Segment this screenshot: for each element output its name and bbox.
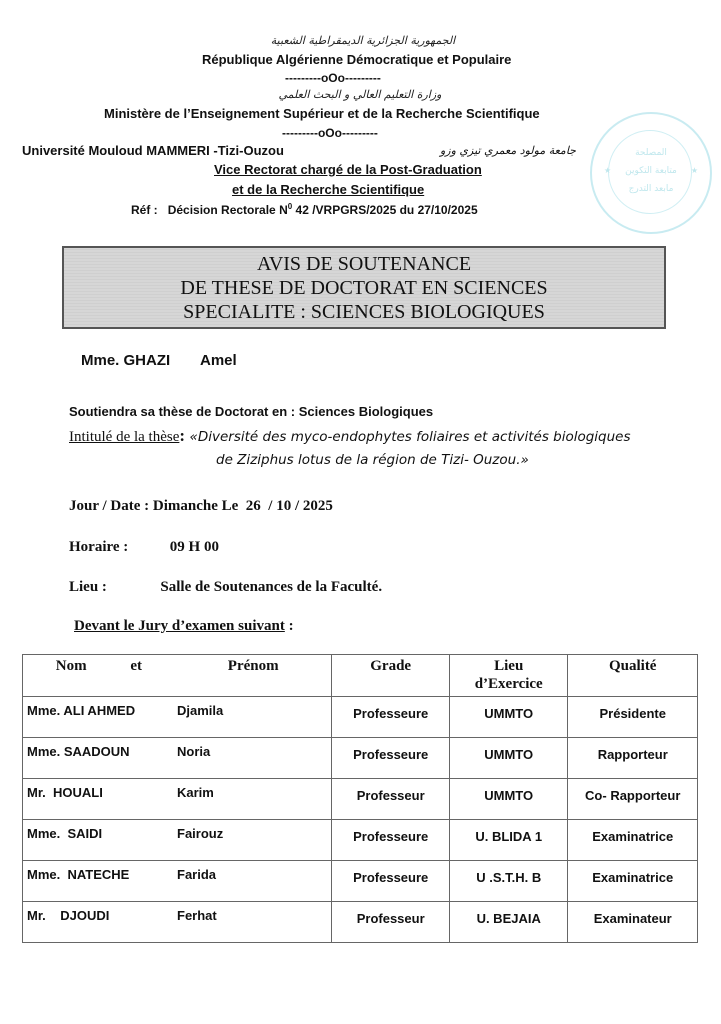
- jury-member-institution-text: UMMTO: [484, 747, 534, 762]
- jury-member-institution-text: U .S.T.H. B: [476, 870, 542, 885]
- jury-member-first-name: Noria: [177, 744, 211, 759]
- jury-table-row: [23, 738, 698, 779]
- candidate-last-name: Mme. GHAZI: [81, 352, 171, 369]
- jury-member-grade: [332, 861, 450, 902]
- vice-rectorat-line2: et de la Recherche Scientifique: [232, 182, 425, 197]
- jury-member-first-name: Karim: [177, 785, 214, 800]
- jury-member-institution-text: U. BEJAIA: [476, 911, 541, 926]
- arabic-university-name: جامعة مولود معمري تيزي وزو: [440, 144, 576, 157]
- header-nom: Nom: [55, 658, 87, 674]
- jury-table-row: [23, 861, 698, 902]
- reference-line: [131, 202, 478, 217]
- jury-member-institution: [449, 779, 567, 820]
- jury-member-role: [568, 820, 698, 861]
- jury-member-role-text: Rapporteur: [597, 747, 668, 762]
- thesis-title-label: Intitulé de la thèse: [69, 429, 180, 445]
- jury-member-role: [568, 697, 698, 738]
- university-stamp: [590, 112, 712, 234]
- thesis-title-line2: de Ziziphus lotus de la région de Tizi- Ouzou.»: [216, 452, 529, 468]
- jury-heading: [74, 618, 294, 635]
- jury-member-first-name: Ferhat: [177, 908, 217, 923]
- jury-member-institution: [449, 697, 567, 738]
- jury-heading-text: Devant le Jury d’examen suivant: [74, 618, 285, 634]
- jury-member-last-name: Mme. SAIDI: [27, 826, 103, 841]
- time-row: [69, 539, 219, 556]
- jury-member-grade: [332, 820, 450, 861]
- jury-member-grade-text: Professeure: [353, 706, 429, 721]
- reference-superscript: 0: [287, 202, 293, 211]
- header-lieu-line1: Lieu: [494, 658, 524, 674]
- jury-member-last-name: Mme. ALI AHMED: [27, 703, 136, 718]
- jury-member-role: [568, 861, 698, 902]
- jury-member-name-cell: [23, 861, 332, 902]
- jury-member-institution-text: UMMTO: [484, 706, 534, 721]
- place-row: [69, 579, 382, 596]
- jury-table-row: [23, 820, 698, 861]
- vice-rectorat-line1: Vice Rectorat chargé de la Post-Graduation: [214, 162, 482, 177]
- time-value: 09 H 00: [169, 539, 219, 555]
- jury-member-grade-text: Professeur: [356, 788, 425, 803]
- date-value: Dimanche Le 26 / 10 / 2025: [152, 498, 333, 514]
- thesis-title-line1: «Diversité des myco-endophytes foliaires et activités biologiques: [189, 429, 631, 445]
- candidate-name: [81, 352, 237, 369]
- date-row: [69, 498, 333, 515]
- header-et: et: [130, 658, 143, 674]
- jury-table-row: [23, 779, 698, 820]
- jury-member-first-name: Djamila: [177, 703, 224, 718]
- republic-title: République Algérienne Démocratique et Populaire: [202, 52, 512, 67]
- ministry-title: Ministère de l’Enseignement Supérieur et de la Recherche Scientifique: [104, 106, 540, 121]
- header-grade: Grade: [332, 655, 450, 697]
- header-lieu-line2: d’Exercice: [474, 676, 543, 692]
- candidate-first-name: Amel: [199, 352, 237, 369]
- jury-member-first-name: Fairouz: [177, 826, 224, 841]
- jury-heading-colon: :: [284, 618, 294, 634]
- jury-member-name-cell: [23, 902, 332, 943]
- jury-member-grade-text: Professeure: [353, 870, 429, 885]
- jury-member-first-name: Farida: [177, 867, 217, 882]
- place-value: Salle de Soutenances de la Faculté.: [160, 579, 383, 595]
- stamp-text-line1: المصلحة: [635, 148, 667, 158]
- reference-text: Décision Rectorale N: [167, 203, 288, 217]
- jury-table-row: [23, 902, 698, 943]
- jury-member-grade-text: Professeur: [356, 911, 425, 926]
- thesis-intro: Soutiendra sa thèse de Doctorat en : Sciences Biologiques: [69, 404, 434, 419]
- jury-member-role: [568, 779, 698, 820]
- jury-member-last-name: Mme. SAADOUN: [27, 744, 130, 759]
- date-label: Jour / Date :: [69, 498, 150, 514]
- stamp-text-line2: متابعة التكوين: [625, 166, 677, 176]
- jury-member-institution-text: UMMTO: [484, 788, 534, 803]
- jury-member-role: [568, 738, 698, 779]
- header-qualite: Qualité: [568, 655, 698, 697]
- jury-member-name-cell: [23, 697, 332, 738]
- thesis-title-colon: :: [179, 426, 186, 445]
- jury-table: [22, 654, 698, 943]
- arabic-republic-title: الجمهورية الجزائرية الديمقراطية الشعبية: [270, 34, 456, 47]
- jury-member-institution: [449, 820, 567, 861]
- jury-member-grade-text: Professeure: [353, 829, 429, 844]
- jury-member-role-text: Examinatrice: [592, 870, 674, 885]
- jury-table-row: [23, 697, 698, 738]
- jury-member-grade: [332, 697, 450, 738]
- jury-member-institution: [449, 738, 567, 779]
- jury-member-name-cell: [23, 820, 332, 861]
- header-lieu: [449, 655, 567, 697]
- jury-table-header-row: [23, 655, 698, 697]
- jury-member-name-cell: [23, 779, 332, 820]
- jury-member-role-text: Co- Rapporteur: [585, 788, 681, 803]
- jury-member-role-text: Examinatrice: [592, 829, 674, 844]
- jury-member-name-cell: [23, 738, 332, 779]
- jury-member-last-name: Mr. HOUALI: [27, 785, 103, 800]
- jury-member-role: [568, 902, 698, 943]
- jury-member-role-text: Présidente: [599, 706, 666, 721]
- notice-title-box: [62, 246, 666, 329]
- header-nom-prenom: [23, 655, 332, 697]
- jury-member-institution-text: U. BLIDA 1: [475, 829, 543, 844]
- arabic-ministry-title: وزارة التعليم العالي و البحث العلمي: [278, 88, 442, 101]
- jury-member-institution: [449, 902, 567, 943]
- separator-2: ---------oOo---------: [282, 126, 378, 140]
- reference-number-date: 42 /VRPGRS/2025 du 27/10/2025: [292, 203, 478, 217]
- jury-member-role-text: Examinateur: [593, 911, 672, 926]
- title-line-2: DE THESE DE DOCTORAT EN SCIENCES: [180, 276, 548, 299]
- title-line-3: SPECIALITE : SCIENCES BIOLOGIQUES: [183, 300, 545, 323]
- jury-member-last-name: Mme. NATECHE: [27, 867, 130, 882]
- jury-member-last-name: Mr. DJOUDI: [27, 908, 110, 923]
- header-prenom: Prénom: [227, 658, 279, 674]
- university-name: Université Mouloud MAMMERI -Tizi-Ouzou: [22, 143, 284, 158]
- reference-label: Réf :: [131, 203, 158, 217]
- title-line-1: AVIS DE SOUTENANCE: [256, 252, 472, 275]
- jury-member-grade: [332, 738, 450, 779]
- stamp-star-icon: ★: [690, 166, 698, 175]
- jury-member-grade-text: Professeure: [353, 747, 429, 762]
- jury-member-grade: [332, 902, 450, 943]
- stamp-star-icon: ★: [604, 166, 612, 175]
- jury-member-grade: [332, 779, 450, 820]
- jury-member-institution: [449, 861, 567, 902]
- place-label: Lieu :: [69, 579, 107, 595]
- time-label: Horaire :: [69, 539, 129, 555]
- stamp-text-line3: مابعد التدرج: [628, 184, 674, 194]
- separator-1: ---------oOo---------: [285, 71, 381, 85]
- thesis-title-row: [69, 426, 631, 446]
